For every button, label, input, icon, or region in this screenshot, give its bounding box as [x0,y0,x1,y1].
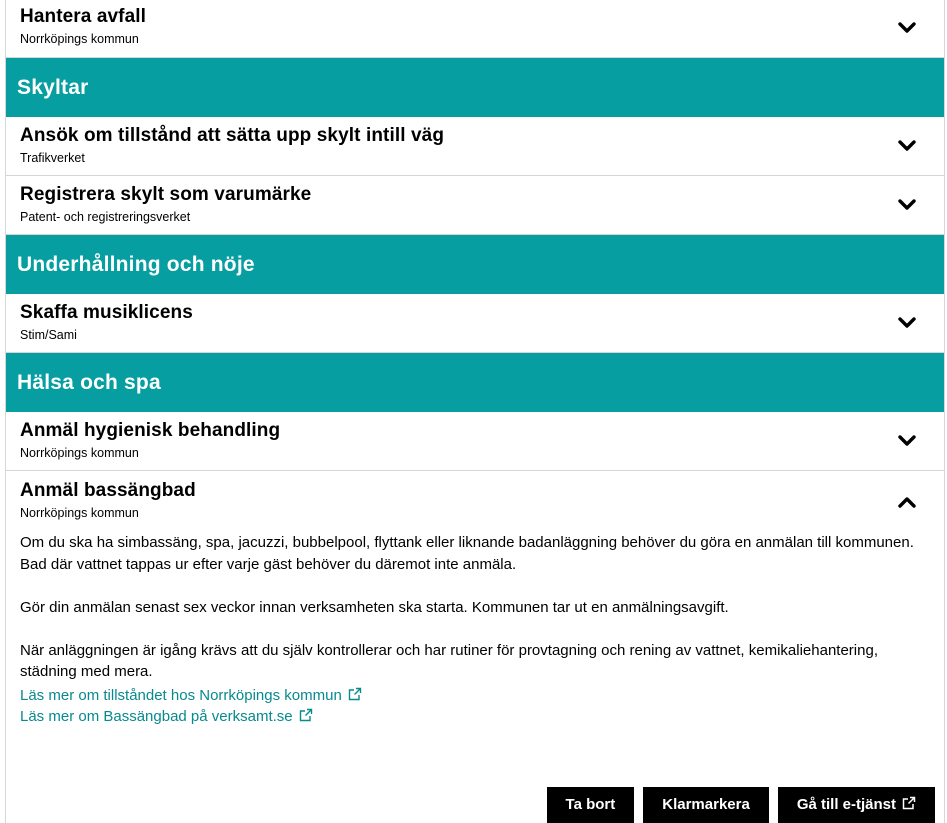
item-organization: Norrköpings kommun [20,32,139,46]
chevron-down-icon[interactable] [898,198,916,212]
action-buttons [547,787,935,823]
external-link-icon [348,687,362,701]
external-link-icon [299,708,313,722]
item-organization: Patent- och registreringsverket [20,210,191,224]
item-title: Registrera skylt som varumärke [20,184,312,205]
category-header-halsa-spa: Hälsa och spa [6,353,944,412]
mark-done-button[interactable]: Klarmarkera [643,787,769,823]
link-text: Läs mer om Bassängbad på verksamt.se [20,708,293,725]
accordion-item-skylt-vag[interactable] [6,117,944,176]
remove-button[interactable]: Ta bort [547,787,635,823]
description-paragraph: Gör din anmälan senast sex veckor innan verksamheten ska starta. Kommunen tar ut en anmälningsavgift. [20,598,729,616]
accordion-item-hantera-avfall[interactable] [6,0,944,58]
accordion-item-bassangbad-expanded [6,471,944,728]
item-title: Skaffa musiklicens [20,302,193,323]
item-title[interactable]: Anmäl bassängbad [20,480,196,501]
button-label: Gå till e-tjänst [796,796,896,813]
accordion-item-hygienisk-behandling[interactable] [6,412,944,471]
chevron-down-icon[interactable] [898,139,916,153]
item-title: Hantera avfall [20,6,147,27]
accordion-item-skylt-varumarke[interactable] [6,176,944,235]
chevron-up-icon[interactable] [898,495,916,509]
related-links [20,685,930,728]
link-text: Läs mer om tillståndet hos Norrköpings kommun [20,686,342,704]
chevron-down-icon[interactable] [898,434,916,448]
item-organization: Stim/Sami [20,328,77,342]
accordion-item-musiklicens[interactable] [6,294,944,353]
link-verksamt-bassangbad[interactable] [20,706,930,728]
item-title: Ansök om tillstånd att sätta upp skylt intill väg [20,125,445,146]
chevron-down-icon[interactable] [898,21,916,35]
item-organization: Trafikverket [20,151,85,165]
chevron-down-icon[interactable] [898,316,916,330]
item-title: Anmäl hygienisk behandling [20,420,281,441]
category-header-skyltar: Skyltar [6,58,944,117]
item-organization: Norrköpings kommun [20,506,139,520]
description-paragraph: Om du ska ha simbassäng, spa, jacuzzi, bubbelpool, flyttank eller liknande badanläggning behöver du göra en anmälan till kommunen. Bad där vattnet tappas ur efter varje gäst behöver du däremot inte anmäla. [20,534,914,573]
go-to-e-service-button[interactable] [778,787,935,823]
category-header-underhallning: Underhållning och nöje [6,235,944,294]
description-paragraph: När anläggningen är igång krävs att du själv kontrollerar och har rutiner för provtagning och rening av vattnet, kemikaliehantering, städning med mera. [20,641,878,680]
activity-list [5,0,945,823]
item-description [20,532,925,683]
link-norrkoping-tillstand[interactable] [20,685,930,707]
item-organization: Norrköpings kommun [20,446,139,460]
external-link-icon [902,796,916,810]
